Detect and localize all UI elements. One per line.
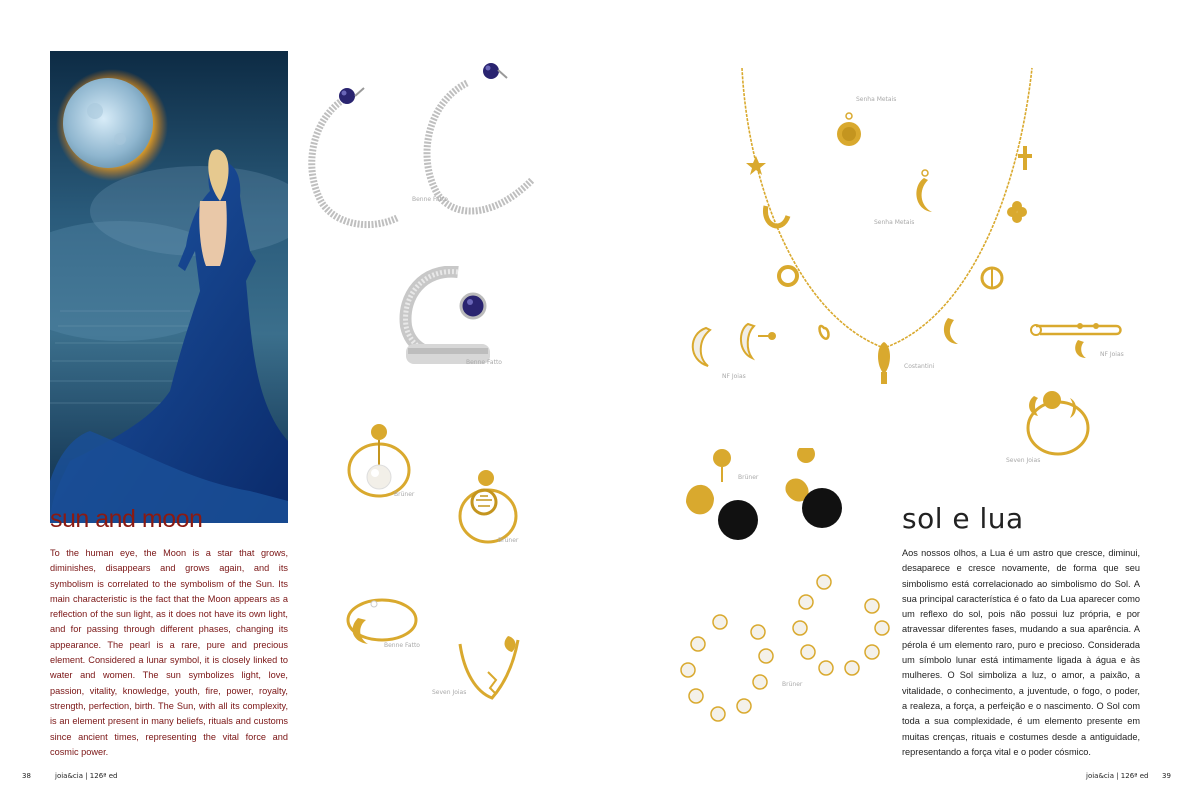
credit-seven-joias-phase-ring: Seven Joias	[1006, 457, 1041, 464]
crescent-ring	[398, 266, 496, 370]
left-page-number: 38	[22, 772, 31, 780]
right-body-text: Aos nossos olhos, a Lua é um astro que cresce, diminui, desaparece e cresce novamente, de forma que seu simbolismo está correlacionado ao simbolismo do Sol. A sua principal característica é o fato da Lua aparecer como um reflexo do sol, pois não possui luz própria, e por atravessar diferentes fases, mudando a sua aparência. A pérola é um elemento raro, puro e precioso. Considerada um símbolo lunar está intimamente ligada à água e às mulheres. O Sol simboliza a luz, o amor, a paixão, a vitalidade, o conhecimento, a juventude, o fogo, o poder, a realeza, a força, a perfeição e o nascimento. O Sol com toda a sua complexidade, é um elemento presente em muitas crenças, rituais e costumes desde a antiguidade, representando a força vital e o poder cósmico.	[902, 548, 1140, 757]
sun-ring	[452, 468, 522, 546]
credit-nf-joias-earrings: NF Joias	[722, 373, 746, 380]
onyx-earrings	[676, 448, 842, 540]
hero-photo	[50, 51, 288, 523]
credit-costantini: Costantini	[904, 363, 935, 370]
left-page-title: sun and moon	[50, 505, 203, 533]
credit-seven-joias-ring: Seven Joias	[432, 689, 467, 696]
moon-charm	[910, 168, 940, 216]
credit-senha-metais-sun: Senha Metais	[856, 96, 897, 103]
credit-nf-joias-pin: NF Joias	[1100, 351, 1124, 358]
credit-benne-fatto-ring: Benne Fatto	[466, 359, 502, 366]
sun-charm	[834, 110, 864, 150]
credit-senha-metais-moon: Senha Metais	[874, 219, 915, 226]
credit-bruner-pearl-hoops: Brüner	[782, 681, 803, 688]
credit-bruner-onyx-earrings: Brüner	[738, 474, 759, 481]
crescent-earrings	[302, 58, 542, 234]
credit-bruner-pearl-ring: Brüner	[394, 491, 415, 498]
left-footer: joia&cia | 126ª ed	[55, 772, 118, 780]
credit-benne-fatto-moon-ring: Benne Fatto	[384, 642, 420, 649]
left-body-text: To the human eye, the Moon is a star that grows, diminishes, disappears and grows again, and its symbolism is correlated to the symbolism of the Sun. Its main characteristic is the fact that the Moon appears as a reflection of the sun light, as it does not have its own light, and for passing through different phases, changing its appearance. The pearl is a rare, pure and precious element. Considered a lunar symbol, it is closely linked to water and women. The sun symbolizes light, love, passion, vitality, knowledge, youth, fire, power, royalty, strength, perfection, birth. The Sun, with all its complexity, is an element present in many beliefs, rituals and customs since ancient times, representing the vital force and cosmic power.	[50, 548, 288, 757]
charm-necklace	[738, 66, 1036, 396]
credit-bruner-sun-ring: Brüner	[498, 537, 519, 544]
credit-benne-fatto-earrings: Benne Fatto	[412, 196, 448, 203]
moon-phase-ring	[1018, 384, 1092, 460]
pearl-ring	[345, 422, 417, 500]
moon-ring	[338, 590, 420, 648]
right-page-title: sol e lua	[902, 502, 1024, 535]
right-footer: joia&cia | 126ª ed	[1086, 772, 1149, 780]
moon-earrings	[684, 320, 778, 372]
pearl-hoop-earrings	[674, 572, 896, 728]
right-page-number: 39	[1162, 772, 1171, 780]
